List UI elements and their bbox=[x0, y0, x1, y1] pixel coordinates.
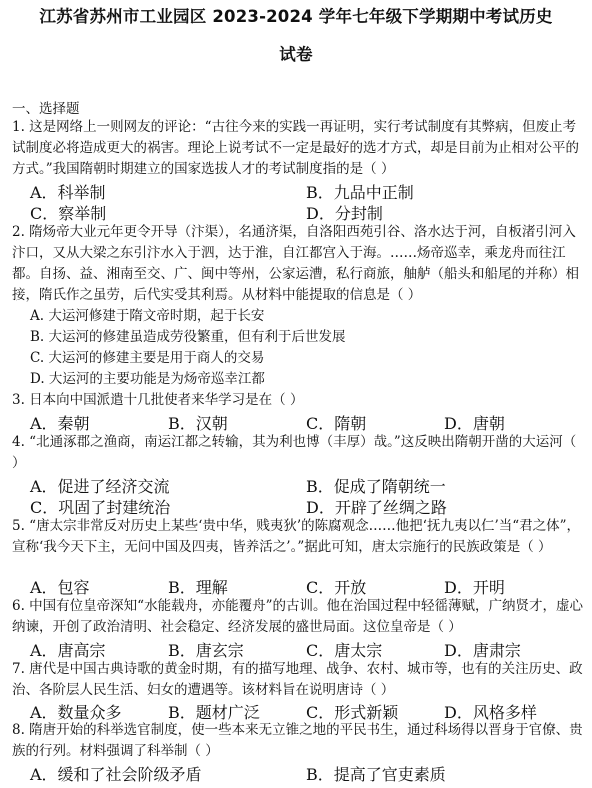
question-8-options-row-1 bbox=[0, 762, 592, 783]
question-1 bbox=[12, 117, 584, 180]
question-3-option-d[interactable]: D．唐朝 bbox=[444, 414, 505, 433]
question-3-option-b[interactable]: B．汉朝 bbox=[168, 414, 228, 433]
question-1-options-row-2 bbox=[0, 201, 592, 222]
question-5-option-a[interactable]: A．包容 bbox=[30, 578, 90, 597]
question-1-options-row-1 bbox=[0, 180, 592, 201]
question-4 bbox=[12, 432, 584, 474]
question-3-options-row bbox=[0, 411, 592, 432]
question-7-option-d[interactable]: D．风格多样 bbox=[444, 703, 537, 722]
question-4-options-row-2 bbox=[0, 495, 592, 516]
question-7-option-a[interactable]: A．数量众多 bbox=[30, 703, 122, 722]
question-3-stem: 3. 日本向中国派遣十几批使者来华学习是在（ ） bbox=[12, 392, 304, 408]
question-7-options-row bbox=[0, 700, 592, 721]
question-2 bbox=[12, 222, 584, 306]
question-5-option-b[interactable]: B．理解 bbox=[168, 578, 228, 597]
page-title-line-2: 试卷 bbox=[279, 45, 313, 64]
question-6-stem: 6. 中国有位皇帝深知“水能载舟，亦能覆舟”的古训。他在治国过程中轻徭薄赋，广纳贤才，虚心纳谏，开创了政治清明、社会稳定、经济发展的盛世局面。这位皇帝是（ ） bbox=[12, 598, 583, 635]
question-7-option-b[interactable]: B．题材广泛 bbox=[168, 703, 260, 722]
question-3 bbox=[12, 390, 584, 411]
question-4-option-d[interactable]: D．开辟了丝绸之路 bbox=[306, 498, 447, 517]
question-2-option-c[interactable]: C. 大运河的修建主要是用于商人的交易 bbox=[30, 350, 265, 366]
question-4-options-row-1 bbox=[0, 474, 592, 495]
question-8-option-a[interactable]: A．缓和了社会阶级矛盾 bbox=[30, 765, 202, 784]
question-6-options-row bbox=[0, 638, 592, 659]
question-5-stem: 5. “唐太宗非常反对历史上某些‘贵中华，贱夷狄’的陈腐观念……他把‘抚九夷以仁’当“君之体”，宣称‘我今天下主，无问中国及四夷，皆养活之’。”据此可知，唐太宗施行的民族政策是（ ） bbox=[12, 518, 581, 555]
question-3-option-a[interactable]: A．秦朝 bbox=[30, 414, 90, 433]
question-1-option-c[interactable]: C．察举制 bbox=[30, 204, 107, 223]
question-6 bbox=[12, 596, 584, 638]
question-1-option-b[interactable]: B．九品中正制 bbox=[306, 183, 414, 202]
question-1-option-a[interactable]: A．科举制 bbox=[30, 183, 106, 202]
question-4-option-b[interactable]: B．促成了隋朝统一 bbox=[306, 477, 446, 496]
question-2-option-a[interactable]: A. 大运河修建于隋文帝时期，起于长安 bbox=[30, 308, 265, 324]
question-1-stem: 1. 这是网络上一则网友的评论：“古往今来的实践一再证明，实行考试制度有其弊病，但废止考试制度必将造成更大的祸害。理论上说考试不一定是最好的选才方式，却是目前为止相对公平的方式。”我国隋朝时期建立的国家选拔人才的考试制度指的是（ ） bbox=[12, 119, 579, 177]
question-2-stem: 2. 隋炀帝大业元年更令开导（汴渠），名通济渠，自洛阳西苑引谷、洛水达于河，自板渚引河入汴口，又从大梁之东引汴水入于泗，达于淮，自江都宫入于海。……炀帝巡幸，乘龙舟而往江都。自扬、益、湘南至交、广、闽中等州，公家运漕，私行商旅，舳舻（船头和船尾的并称）相接，隋氏作之虽劳，后代实受其利焉。从材料中能提取的信息是（ ） bbox=[12, 224, 579, 303]
question-6-option-d[interactable]: D．唐肃宗 bbox=[444, 641, 521, 660]
question-7 bbox=[12, 659, 584, 701]
question-5-options-row bbox=[0, 575, 592, 596]
question-2-option-d[interactable]: D. 大运河的主要功能是为炀帝巡幸江都 bbox=[30, 371, 265, 387]
question-1-option-d[interactable]: D．分封制 bbox=[306, 204, 383, 223]
question-5-option-d[interactable]: D．开明 bbox=[444, 578, 505, 597]
question-2-option-b[interactable]: B. 大运河的修建虽造成劳役繁重，但有利于后世发展 bbox=[30, 329, 346, 345]
question-8 bbox=[12, 720, 584, 762]
question-8-option-b[interactable]: B．提高了官吏素质 bbox=[306, 765, 446, 784]
question-8-stem: 8. 隋唐开始的科举选官制度，使一些本来无立锥之地的平民书生，通过科场得以晋身于官僚、贵族的行列。材料强调了科举制（ ） bbox=[12, 722, 583, 759]
question-3-option-c[interactable]: C．隋朝 bbox=[306, 414, 367, 433]
question-7-stem: 7. 唐代是中国古典诗歌的黄金时期，有的描写地理、战争、农村、城市等，也有的关注历史、政治、各阶层人民生活、妇女的遭遇等。该材料旨在说明唐诗（ ） bbox=[12, 661, 583, 698]
question-6-option-a[interactable]: A．唐高宗 bbox=[30, 641, 106, 660]
question-6-option-b[interactable]: B．唐玄宗 bbox=[168, 641, 244, 660]
section-heading: 一、选择题 bbox=[12, 101, 80, 117]
question-5-option-c[interactable]: C．开放 bbox=[306, 578, 367, 597]
question-4-option-c[interactable]: C．巩固了封建统治 bbox=[30, 498, 171, 517]
question-4-option-a[interactable]: A．促进了经济交流 bbox=[30, 477, 170, 496]
question-4-stem: 4. “北通涿郡之渔商，南运江都之转输，其为利也博（丰厚）哉。”这反映出隋朝开凿的大运河（ ） bbox=[12, 434, 577, 471]
question-7-option-c[interactable]: C．形式新颖 bbox=[306, 703, 399, 722]
question-6-option-c[interactable]: C．唐太宗 bbox=[306, 641, 383, 660]
question-5 bbox=[12, 516, 584, 558]
page-title-line-1: 江苏省苏州市工业园区 2023-2024 学年七年级下学期期中考试历史 bbox=[39, 7, 553, 26]
